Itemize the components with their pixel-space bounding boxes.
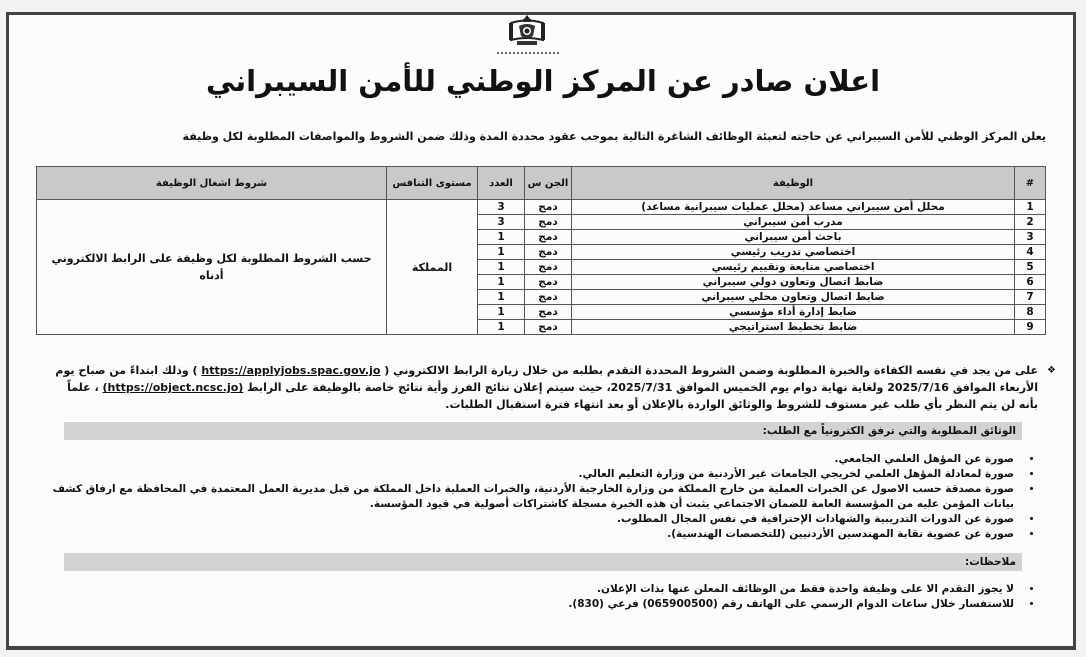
row-job: مدرب أمن سيبراني	[572, 215, 1015, 230]
document-item: • صورة مصدقة حسب الاصول عن الخبرات العملية من خارج المملكة من وزارة الخارجية الأردنية، والخبرات العملية داخل المملكة من قبل مديرية العمل المعتمدة في المحافظة مع ارفاق كشف بيانات المؤمن عليه من المؤسسة العامة للضمان الاجتماعي يثبت أن هذه الخبرة مسجلة كاشتراكات أصولية في قيود المؤسسة.	[30, 482, 1020, 512]
document-item: • صورة عن المؤهل العلمي الجامعي.	[30, 452, 1020, 467]
emblem-caption	[497, 52, 559, 58]
row-count: 1	[478, 260, 525, 275]
row-count: 1	[478, 290, 525, 305]
row-gender: دمج	[525, 275, 572, 290]
row-num: 6	[1015, 275, 1046, 290]
note-item: • لا يجوز التقدم الا على وظيفة واحدة فقط من الوظائف المعلن عنها بذات الإعلان.	[30, 582, 1020, 597]
row-job: ضابط إدارة أداء مؤسسي	[572, 305, 1015, 320]
instructions-part5: ، علماً بأنه لن يتم النظر بأي طلب غير مستوف للشروط والوثائق الواردة بالإعلان أو بعد انتهاء فترة استقبال الطلبات.	[67, 381, 1038, 411]
document-item: • صورة عن الدورات التدريبية والشهادات الإحترافية في نفس المجال المطلوب.	[30, 512, 1020, 527]
row-num: 9	[1015, 320, 1046, 335]
row-num: 7	[1015, 290, 1046, 305]
row-job: اختصاصي متابعة وتقييم رئيسي	[572, 260, 1015, 275]
row-num: 5	[1015, 260, 1046, 275]
jobs-table	[36, 166, 1046, 335]
document-item: • صورة عن عضوية نقابة المهندسين الأردنيين (للتخصصات الهندسية).	[30, 527, 1020, 542]
row-num: 2	[1015, 215, 1046, 230]
instructions-part2: ) وذلك ابتداءً من صباح يوم الأربعاء الموافق	[55, 364, 1038, 394]
row-level: المملكة	[387, 200, 478, 335]
row-job: باحث أمن سيبراني	[572, 230, 1015, 245]
instructions-part1: على من يجد في نفسه الكفاءة والخبرة المطلوبة وضمن الشروط المحددة التقدم بطلبه من خلال زيارة الرابط الالكتروني (	[384, 364, 1038, 377]
row-num: 4	[1015, 245, 1046, 260]
header-job: الوظيفة	[572, 167, 1015, 200]
row-count: 1	[478, 275, 525, 290]
row-num: 1	[1015, 200, 1046, 215]
page-title: اعلان صادر عن المركز الوطني للأمن السيبراني	[205, 64, 881, 98]
row-job: ضابط اتصال وتعاون محلي سيبراني	[572, 290, 1015, 305]
row-count: 1	[478, 245, 525, 260]
row-gender: دمج	[525, 290, 572, 305]
table-header-row	[37, 167, 1046, 200]
notes-heading: ملاحظات:	[64, 553, 1022, 571]
row-job: اختصاصي تدريب رئيسي	[572, 245, 1015, 260]
results-link[interactable]: (https://object.ncsc.jo)	[102, 381, 244, 394]
apply-link[interactable]: https://applyjobs.spac.gov.jo	[201, 364, 381, 377]
table-row	[37, 200, 1046, 215]
row-count: 1	[478, 305, 525, 320]
row-count: 1	[478, 230, 525, 245]
row-num: 3	[1015, 230, 1046, 245]
row-terms: حسب الشروط المطلوبة لكل وظيفة على الرابط الالكتروني أدناه	[37, 200, 387, 335]
intro-text: يعلن المركز الوطني للأمن السيبراني عن حاجته لتعبئة الوظائف الشاغرة التالية بموجب عقود محددة المدة وذلك ضمن الشروط والمواصفات المطلوبة لكل وظيفة	[182, 130, 1046, 143]
row-job: ضابط تخطيط استراتيجي	[572, 320, 1015, 335]
header-terms: شروط اشغال الوظيفة	[37, 167, 387, 200]
row-gender: دمج	[525, 215, 572, 230]
row-job: ضابط اتصال وتعاون دولي سيبراني	[572, 275, 1015, 290]
document-item: • صورة لمعادلة المؤهل العلمي لخريجي الجامعات غير الأردنية من وزارة التعليم العالي.	[30, 467, 1020, 482]
end-date: 2025/7/31	[610, 381, 673, 394]
header-level: مستوى التنافس	[387, 167, 478, 200]
instructions-part4: ، حيث سيتم إعلان نتائج الفرز وأية نتائج خاصة بالوظيفة على الرابط	[247, 381, 611, 394]
row-count: 3	[478, 215, 525, 230]
documents-heading: الوثائق المطلوبة والتي ترفق الكترونياً مع الطلب:	[64, 422, 1022, 440]
documents-list	[30, 452, 1042, 542]
row-gender: دمج	[525, 320, 572, 335]
jordan-coat-of-arms-icon	[507, 14, 547, 48]
row-gender: دمج	[525, 230, 572, 245]
start-date: 2025/7/16	[887, 381, 949, 394]
row-count: 3	[478, 200, 525, 215]
row-gender: دمج	[525, 260, 572, 275]
row-gender: دمج	[525, 200, 572, 215]
notes-list	[30, 582, 1042, 612]
application-instructions	[48, 362, 1056, 413]
header-num: #	[1015, 167, 1046, 200]
row-job: محلل أمن سيبراني مساعد (محلل عمليات سيبرانية مساعد)	[572, 200, 1015, 215]
instructions-part3: ولغاية نهاية دوام يوم الخميس الموافق	[676, 381, 884, 394]
row-count: 1	[478, 320, 525, 335]
row-gender: دمج	[525, 245, 572, 260]
diamond-bullet-icon: ❖	[1047, 365, 1056, 376]
header-gender: الجن س	[525, 167, 572, 200]
row-gender: دمج	[525, 305, 572, 320]
row-num: 8	[1015, 305, 1046, 320]
note-item: • للاستفسار خلال ساعات الدوام الرسمي على الهاتف رقم (065900500) فرعي (830).	[30, 597, 1020, 612]
header-count: العدد	[478, 167, 525, 200]
